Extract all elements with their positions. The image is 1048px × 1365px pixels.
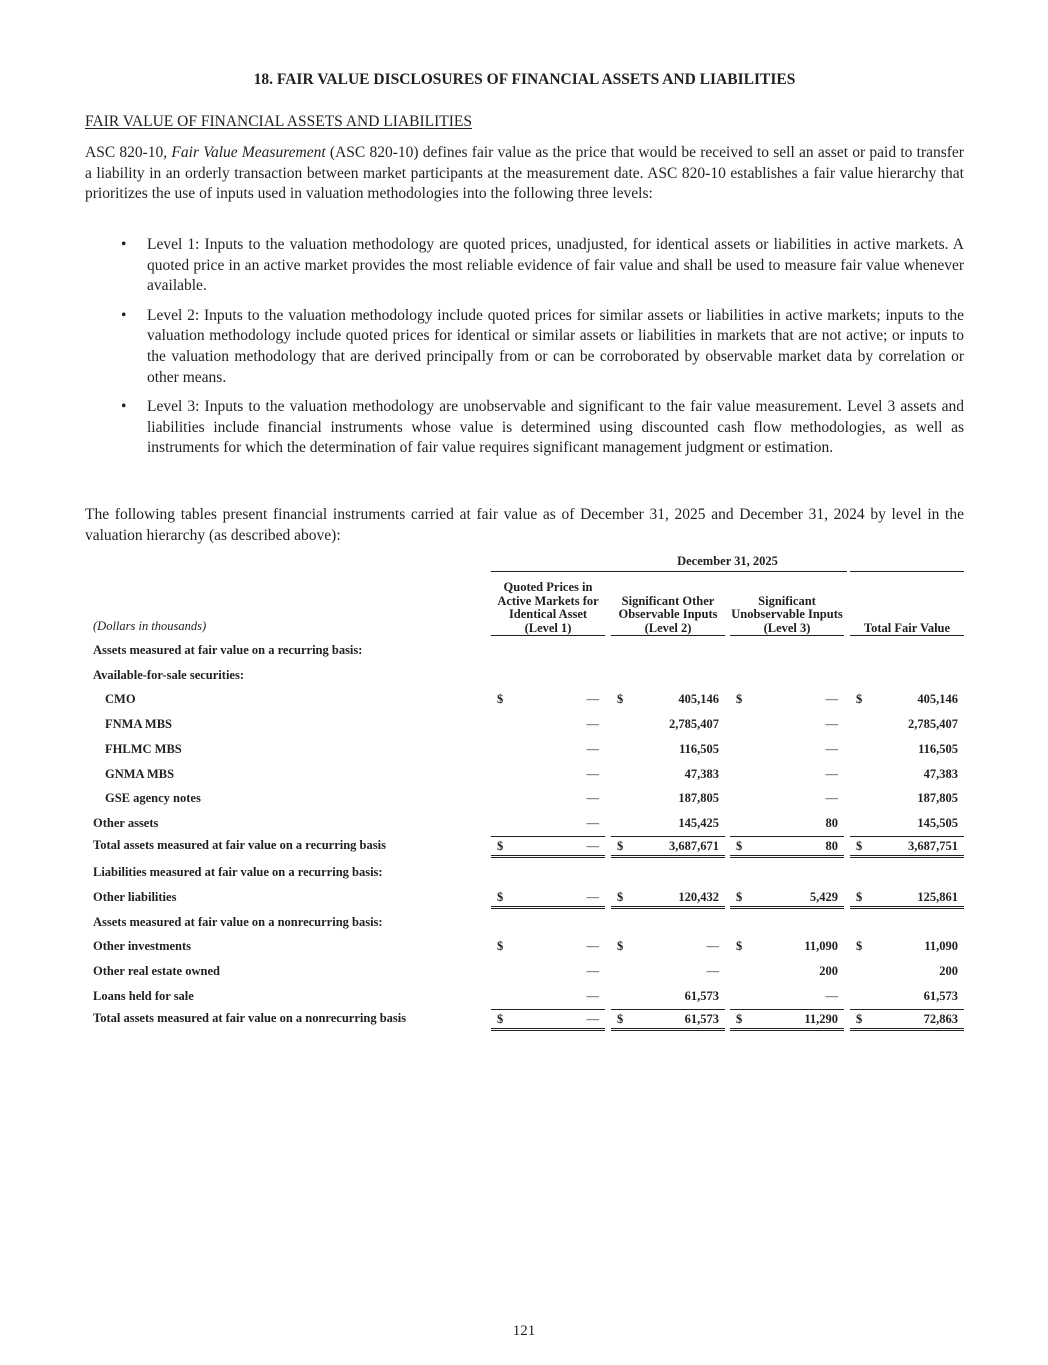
cell-value: — (825, 741, 838, 756)
currency-symbol: $ (736, 1011, 743, 1026)
row-label: GNMA MBS (105, 766, 175, 781)
table-cell (611, 1009, 725, 1031)
column-header-text: Quoted Prices in Active Markets for Identical Asset (Level 1) (497, 580, 599, 635)
table-cell (491, 937, 605, 955)
cell-value: — (825, 791, 838, 806)
table-row (85, 814, 964, 832)
table-cell (491, 765, 605, 783)
row-label: Assets measured at fair value on a nonrecurring basis: (93, 914, 383, 929)
row-label: Total assets measured at fair value on a recurring basis (93, 837, 386, 852)
column-header-total (850, 577, 964, 636)
cell-value: 2,785,407 (669, 717, 719, 732)
cell-value: — (586, 692, 599, 707)
currency-symbol: $ (856, 838, 863, 853)
currency-symbol: $ (736, 838, 743, 853)
bullet-marker: • (121, 236, 127, 253)
column-header-text: Significant Other Observable Inputs (Level 2) (618, 593, 718, 635)
currency-symbol: $ (617, 1011, 624, 1026)
table-row (85, 715, 964, 733)
cell-value: 2,785,407 (908, 717, 958, 732)
table-cell (730, 765, 844, 783)
bullet-level-1 (85, 235, 964, 297)
currency-symbol: $ (856, 692, 863, 707)
cell-value: 11,290 (804, 1011, 838, 1026)
bullet-level-3 (85, 397, 964, 459)
bullet-text: Level 2: Inputs to the valuation methodology include quoted prices for similar assets or liabilities in active markets; inputs to the valuation methodology include quoted prices for identical or similar assets or liabilities in markets that are not active; or inputs to the valuation methodology that are derived principally from or can be corroborated by observable market data by correlation or other means. (147, 306, 964, 386)
table-cell (730, 987, 844, 1005)
intro-suffix: (ASC 820-10) defines fair value as the price that would be received to sell an asset or paid to transfer a liability in an orderly transaction between market participants at the measurement date. ASC 820-10 establishes a fair value hierarchy that prioritizes the use of inputs used in valuation methodologies into the following three levels: (85, 144, 964, 203)
table-row (85, 740, 964, 758)
table-cell (491, 690, 605, 708)
table-cell (730, 740, 844, 758)
table-cell (491, 740, 605, 758)
cell-value: — (586, 988, 599, 1003)
table-cell (611, 765, 725, 783)
table-cell (491, 888, 605, 909)
table-cell (850, 1009, 964, 1031)
cell-value: 80 (825, 815, 838, 830)
row-label: Assets measured at fair value on a recurring basis: (93, 643, 363, 657)
bullet-marker: • (121, 306, 127, 324)
table-cell (491, 836, 605, 858)
cell-value: — (586, 815, 599, 830)
table-cell (850, 765, 964, 783)
cell-value: — (586, 838, 599, 853)
level-bullet-list (85, 235, 964, 468)
table-row (85, 836, 964, 854)
bullet-text: Level 3: Inputs to the valuation methodology are unobservable and significant to the fair value measurement. Level 3 assets and liabilities include financial instruments whose value is determined using discounted cash flow methodologies, as well as instruments for which the determination of fair value requires significant management judgment or estimation. (147, 398, 964, 457)
table-cell (611, 814, 725, 832)
table-row (85, 641, 964, 659)
row-label: Total assets measured at fair value on a nonrecurring basis (93, 1010, 407, 1025)
cell-value: 61,573 (684, 988, 719, 1003)
cell-value: — (586, 741, 599, 756)
cell-value: — (706, 964, 719, 979)
intro-paragraph (85, 143, 964, 205)
period-rule-total (850, 571, 964, 572)
table-row (85, 987, 964, 1005)
table-row (85, 765, 964, 783)
table-cell (730, 962, 844, 980)
cell-value: 405,146 (917, 692, 958, 707)
table-cell (730, 789, 844, 807)
currency-symbol: $ (617, 838, 624, 853)
table-row (85, 690, 964, 708)
currency-symbol: $ (736, 890, 743, 904)
row-label: Liabilities measured at fair value on a recurring basis: (93, 865, 383, 880)
period-header: December 31, 2025 (677, 554, 778, 568)
cell-value: 47,383 (684, 766, 719, 781)
row-label: Other assets (93, 815, 159, 830)
table-cell (491, 715, 605, 733)
cell-value: — (586, 766, 599, 781)
period-rule (491, 571, 847, 572)
cell-value: 187,805 (678, 791, 719, 806)
table-row (85, 666, 964, 684)
cell-value: 200 (819, 964, 838, 979)
currency-symbol: $ (617, 692, 624, 707)
cell-value: 72,863 (923, 1011, 958, 1026)
cell-value: — (825, 717, 838, 732)
currency-symbol: $ (736, 939, 743, 954)
currency-symbol: $ (497, 1011, 504, 1026)
row-label: GSE agency notes (105, 791, 201, 806)
cell-value: 11,090 (924, 939, 958, 954)
table-row (85, 962, 964, 980)
row-label: Other liabilities (93, 890, 177, 904)
table-row (85, 1009, 964, 1027)
cell-value: — (825, 988, 838, 1003)
cell-value: — (586, 890, 599, 904)
cell-value: 61,573 (923, 988, 958, 1003)
currency-symbol: $ (497, 939, 504, 954)
table-row (85, 863, 964, 881)
table-cell (730, 1009, 844, 1031)
currency-symbol: $ (617, 939, 624, 954)
table-cell (850, 836, 964, 858)
cell-value: 61,573 (684, 1011, 719, 1026)
currency-symbol: $ (497, 890, 504, 904)
unit-label: (Dollars in thousands) (93, 619, 207, 633)
column-header-text: Total Fair Value (863, 620, 951, 635)
table-row (85, 937, 964, 955)
cell-value: 200 (939, 964, 958, 979)
row-label: Available-for-sale securities: (93, 667, 244, 682)
currency-symbol: $ (736, 692, 743, 707)
cell-value: 3,687,671 (669, 838, 719, 853)
page-number: 121 (512, 1323, 536, 1339)
currency-symbol: $ (497, 838, 504, 853)
cell-value: — (825, 692, 838, 707)
currency-symbol: $ (856, 939, 863, 954)
subheading: FAIR VALUE OF FINANCIAL ASSETS AND LIABILITIES (85, 113, 472, 130)
row-label: Other real estate owned (93, 964, 220, 979)
table-cell (850, 937, 964, 955)
currency-symbol: $ (856, 1011, 863, 1026)
table-cell (611, 740, 725, 758)
cell-value: — (586, 939, 599, 954)
table-cell (611, 690, 725, 708)
table-cell (491, 789, 605, 807)
cell-value: — (825, 766, 838, 781)
column-header-level-2 (611, 577, 725, 636)
currency-symbol: $ (856, 890, 863, 904)
table-cell (730, 937, 844, 955)
bullet-level-2 (85, 306, 964, 388)
table-cell (611, 836, 725, 858)
table-cell (491, 962, 605, 980)
column-header-text: Significant Unobservable Inputs (Level 3) (731, 593, 843, 635)
table-cell (491, 814, 605, 832)
table-cell (850, 740, 964, 758)
cell-value: 116,505 (679, 741, 719, 756)
cell-value: 405,146 (678, 692, 719, 707)
table-row (85, 789, 964, 807)
table-cell (850, 715, 964, 733)
cell-value: 5,429 (809, 890, 838, 904)
intro-italic: Fair Value Measurement (171, 144, 326, 161)
cell-value: 3,687,751 (908, 838, 958, 853)
row-label: FHLMC MBS (105, 741, 182, 756)
table-cell (611, 888, 725, 909)
table-cell (611, 987, 725, 1005)
row-label: CMO (105, 692, 136, 707)
bullet-marker: • (121, 398, 127, 416)
table-cell (850, 690, 964, 708)
table-cell (611, 715, 725, 733)
table-cell (850, 888, 964, 909)
row-label: FNMA MBS (105, 717, 173, 732)
section-heading: 18. FAIR VALUE DISCLOSURES OF FINANCIAL ASSETS AND LIABILITIES (253, 71, 796, 88)
cell-value: — (586, 791, 599, 806)
cell-value: 187,805 (917, 791, 958, 806)
table-cell (611, 937, 725, 955)
table-cell (850, 962, 964, 980)
row-label: Loans held for sale (93, 988, 194, 1003)
table-cell (730, 836, 844, 858)
cell-value: 120,432 (678, 890, 719, 904)
table-cell (850, 987, 964, 1005)
table-cell (850, 789, 964, 807)
column-header-level-1 (491, 577, 605, 636)
cell-value: 125,861 (917, 890, 958, 904)
row-label: Other investments (93, 939, 192, 954)
cell-value: — (586, 717, 599, 732)
table-intro-paragraph: The following tables present financial instruments carried at fair value as of December 31, 2025 and December 31, 2024 by level in the valuation hierarchy (as described above): (85, 506, 964, 544)
cell-value: 47,383 (923, 766, 958, 781)
currency-symbol: $ (617, 890, 624, 904)
column-header-level-3 (730, 577, 844, 636)
cell-value: — (586, 1011, 599, 1026)
table-cell (730, 814, 844, 832)
table-row (85, 888, 964, 906)
cell-value: 80 (825, 838, 838, 853)
cell-value: 145,425 (678, 815, 719, 830)
table-row (85, 913, 964, 931)
table-cell (730, 888, 844, 909)
table-cell (611, 962, 725, 980)
table-cell (491, 1009, 605, 1031)
cell-value: — (586, 964, 599, 979)
table-cell (850, 814, 964, 832)
bullet-text: Level 1: Inputs to the valuation methodology are quoted prices, unadjusted, for identical assets or liabilities in active markets. A quoted price in an active market provides the most reliable evidence of fair value and shall be used to measure fair value whenever available. (147, 236, 964, 295)
table-cell (730, 715, 844, 733)
table-cell (491, 987, 605, 1005)
cell-value: 145,505 (917, 815, 958, 830)
currency-symbol: $ (497, 692, 504, 707)
cell-value: — (706, 939, 719, 954)
cell-value: 116,505 (918, 741, 958, 756)
table-cell (611, 789, 725, 807)
cell-value: 11,090 (804, 939, 838, 954)
table-cell (730, 690, 844, 708)
intro-prefix: ASC 820-10, (85, 144, 172, 161)
